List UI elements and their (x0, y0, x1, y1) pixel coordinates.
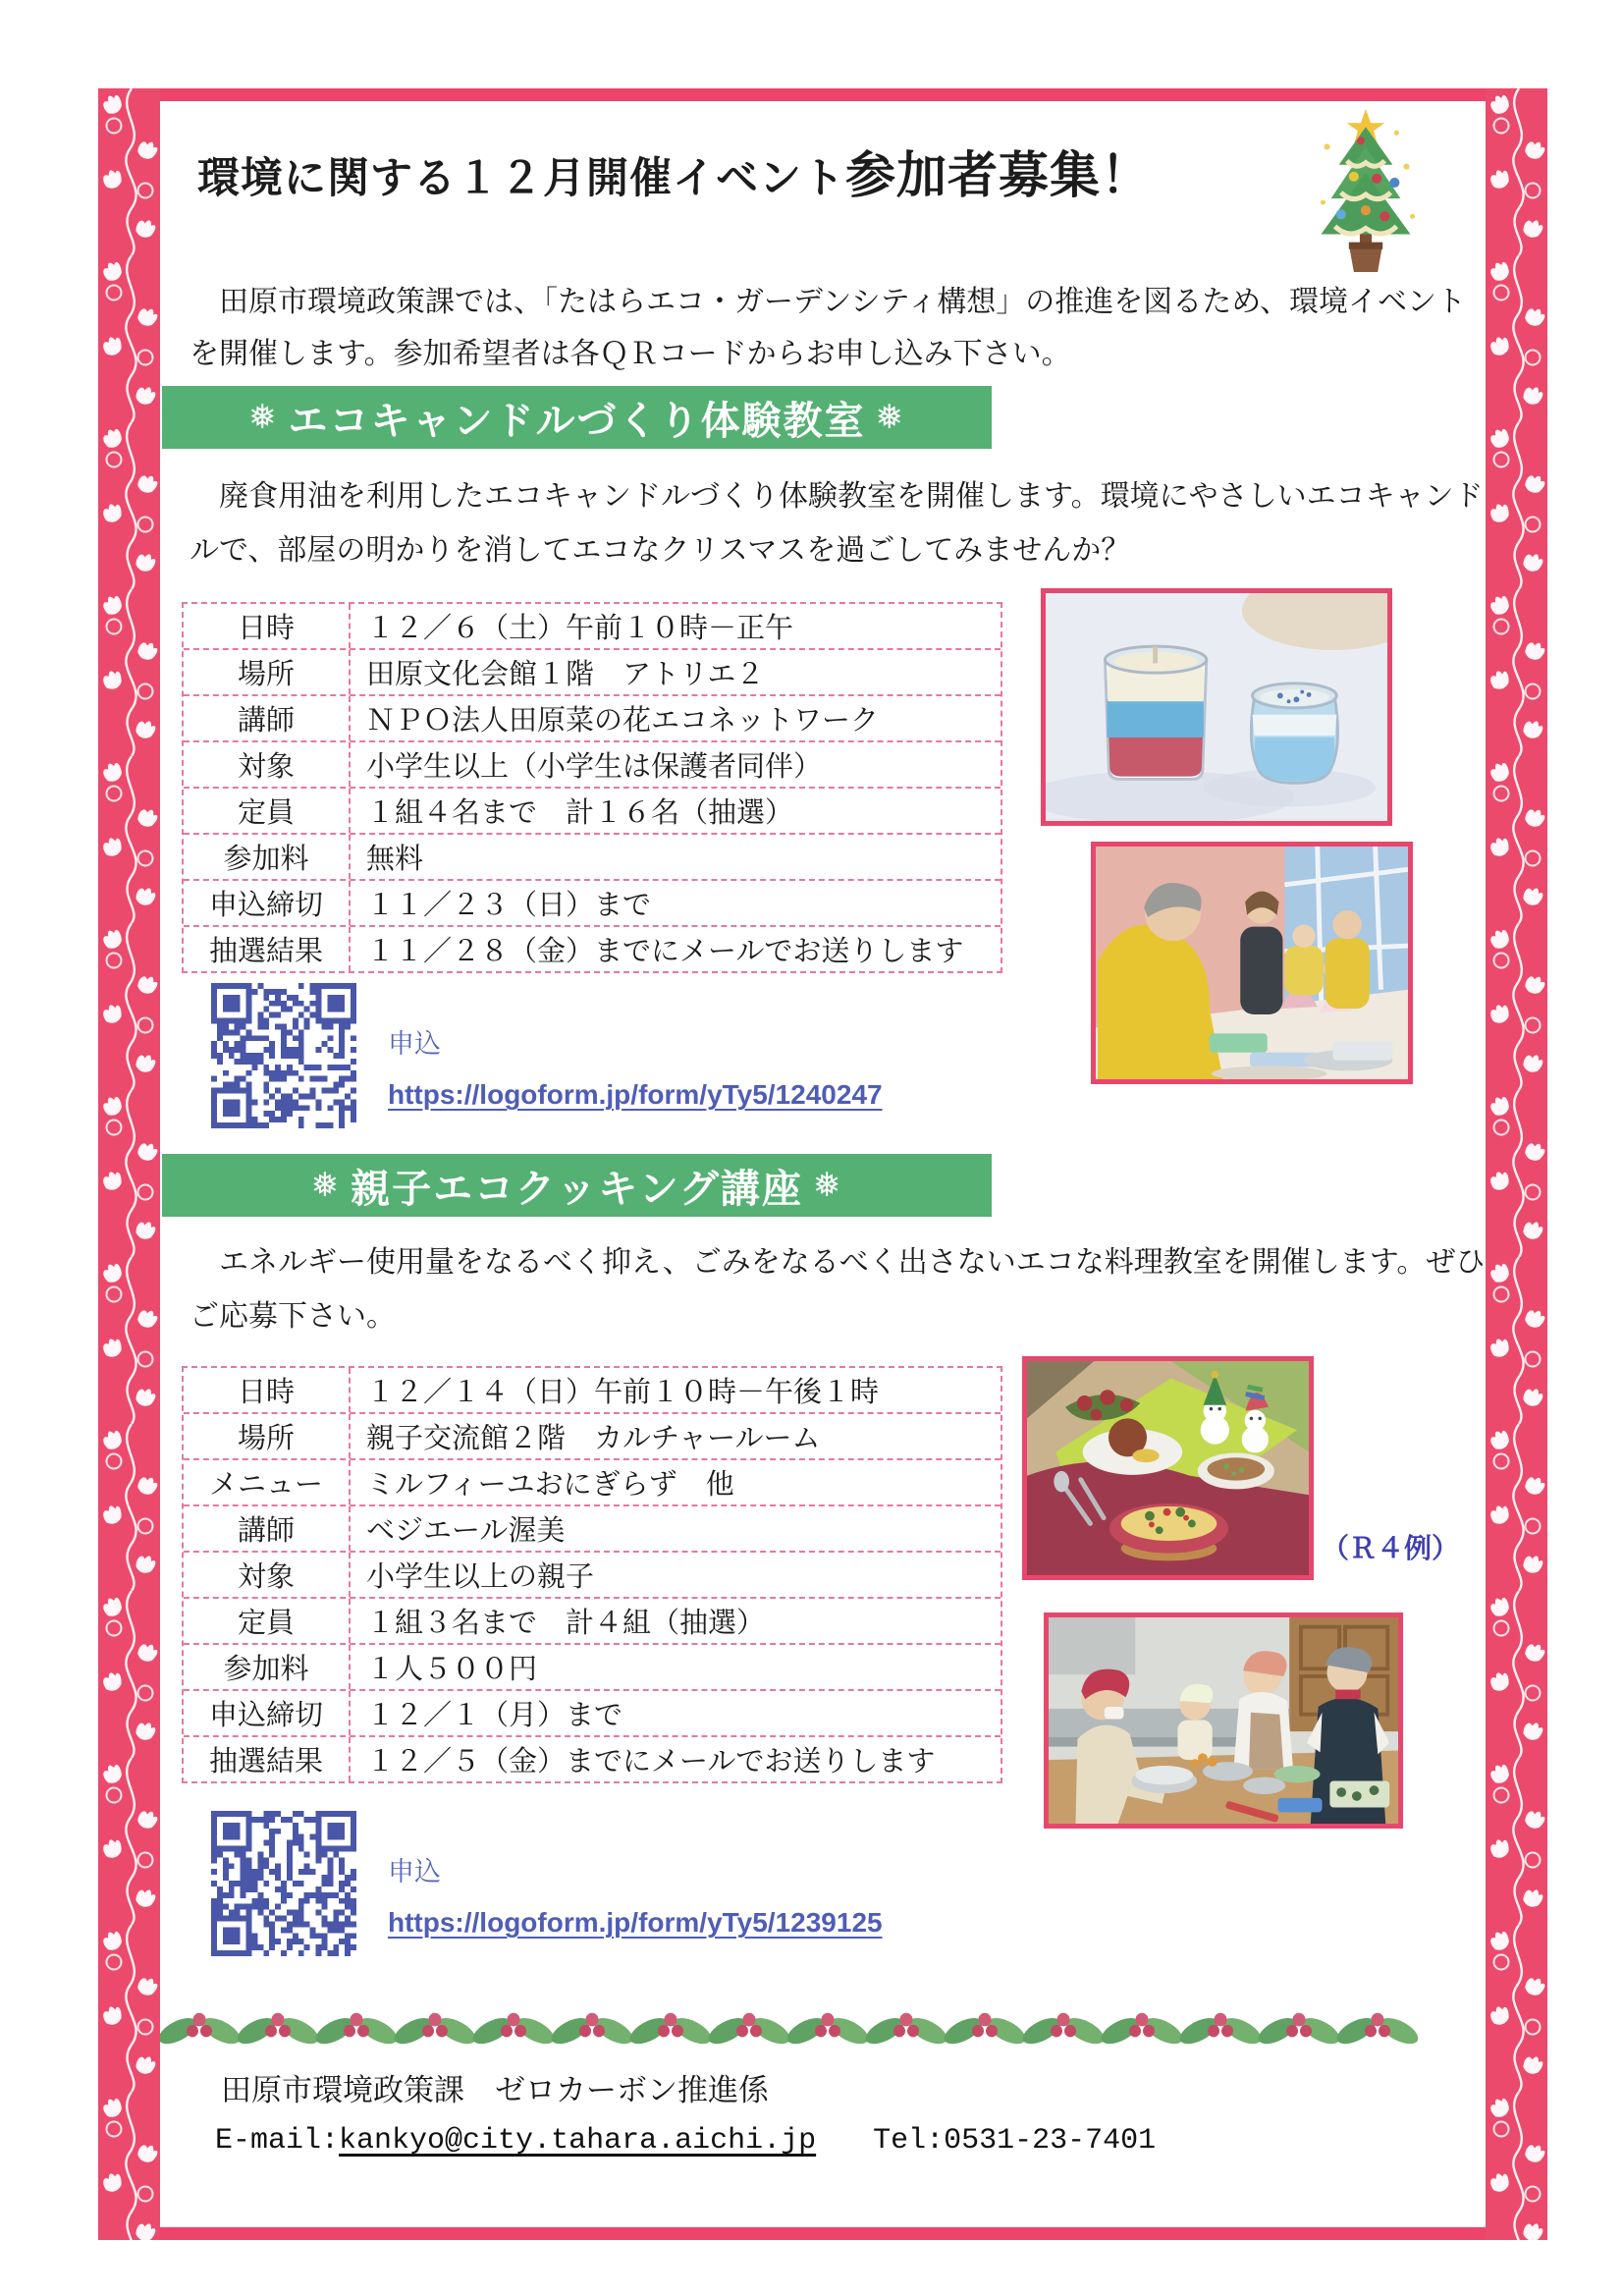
row-value: １１／２８（金）までにメールでお送りします (366, 936, 964, 967)
event2-qr-code (211, 1811, 356, 1956)
food-photo (1022, 1356, 1314, 1580)
cooking-photo (1044, 1613, 1403, 1829)
table-row (184, 1735, 1001, 1781)
frame-top-bar (98, 88, 1547, 101)
event2-table (182, 1366, 1002, 1783)
row-label: 抽選結果 (184, 927, 351, 971)
table-row (184, 648, 1001, 694)
event1-table (182, 602, 1002, 973)
page-title (197, 135, 1152, 207)
row-label: 場所 (184, 1414, 351, 1458)
title-main: 環境に関する１２月開催イベント (197, 155, 845, 202)
row-value: 無料 (366, 844, 424, 875)
table-row (184, 1597, 1001, 1643)
row-label: 対象 (184, 742, 351, 787)
row-label: 定員 (184, 789, 351, 833)
event2-apply-label: 申込 (388, 1857, 441, 1886)
footer-contact (215, 2124, 1156, 2158)
snowflake-icon: ❅ (310, 1167, 342, 1204)
photo-note: （Ｒ４例） (1322, 1533, 1460, 1563)
flyer-content (160, 101, 1485, 2227)
table-row (184, 787, 1001, 833)
table-row (184, 1368, 1001, 1412)
event1-qr-code (211, 983, 356, 1128)
row-value: １２／１４（日）午前１０時－午後１時 (366, 1377, 880, 1408)
row-value: 親子交流館２階 カルチャールーム (366, 1423, 821, 1454)
table-row (184, 1504, 1001, 1551)
candle-photo (1041, 588, 1392, 826)
event1-description: 廃食用油を利用したエコキャンドルづくり体験教室を開催します。環境にやさしいエコキャンドルで、部屋の明かりを消してエコなクリスマスを過ごしてみませんか？ (189, 480, 1484, 567)
row-value: ベジエール渥美 (366, 1515, 566, 1547)
row-value: １組４名まで 計１６名（抽選） (366, 797, 794, 829)
event1-header (162, 386, 992, 449)
table-row (184, 1458, 1001, 1504)
table-row (184, 1412, 1001, 1458)
row-label: 定員 (184, 1599, 351, 1643)
row-value: 小学生以上（小学生は保護者同伴） (366, 751, 823, 783)
frame-right-tulip-border (1486, 88, 1547, 2240)
event2-header-text: 親子エコクッキング講座 (351, 1167, 803, 1211)
row-label: 場所 (184, 650, 351, 694)
table-row (184, 740, 1001, 787)
row-value: ミルフィーユおにぎらず 他 (366, 1469, 734, 1501)
table-row (184, 694, 1001, 740)
row-label: 参加料 (184, 835, 351, 879)
table-row (184, 879, 1001, 925)
row-label: メニュー (184, 1460, 351, 1504)
table-row (184, 1689, 1001, 1735)
row-value: １２／６（土）午前１０時－正午 (366, 613, 794, 644)
row-label: 申込締切 (184, 881, 351, 925)
frame-bottom-bar (98, 2227, 1547, 2240)
row-value: １２／５（金）までにメールでお送りします (366, 1746, 936, 1777)
table-row (184, 925, 1001, 971)
christmas-tree-icon (1311, 107, 1421, 274)
event2-description: エネルギー使用量をなるべく抑え、ごみをなるべく出さないエコな料理教室を開催します。ぜひご応募下さい。 (189, 1246, 1486, 1333)
row-label: 講師 (184, 696, 351, 740)
row-label: 日時 (184, 604, 351, 648)
row-label: 講師 (184, 1506, 351, 1551)
row-label: 抽選結果 (184, 1737, 351, 1781)
email-label: E-mail: (215, 2124, 340, 2158)
row-label: 申込締切 (184, 1691, 351, 1735)
row-value: １１／２３（日）まで (366, 890, 652, 921)
snowflake-icon: ❅ (812, 1167, 843, 1204)
row-value: １２／１（月）まで (366, 1700, 623, 1731)
table-row (184, 1643, 1001, 1689)
row-value: １組３名まで 計４組（抽選） (366, 1608, 766, 1639)
holly-garland (160, 2006, 1425, 2051)
row-value: 小学生以上の親子 (366, 1561, 595, 1593)
title-emphasis: 参加者募集！ (845, 147, 1153, 203)
event1-header-text: エコキャンドルづくり体験教室 (288, 399, 866, 443)
event1-apply-link[interactable]: https://logoform.jp/form/yTy5/1240247 (388, 1079, 883, 1110)
table-row (184, 833, 1001, 879)
table-row (184, 604, 1001, 648)
row-label: 日時 (184, 1368, 351, 1412)
snowflake-icon: ❅ (875, 399, 905, 436)
frame-left-tulip-border (98, 88, 160, 2240)
row-value: ＮＰＯ法人田原菜の花エコネットワーク (366, 705, 880, 737)
email-link[interactable]: kankyo@city.tahara.aichi.jp (339, 2124, 817, 2158)
row-value: 田原文化会館１階 アトリエ２ (366, 659, 765, 690)
row-value: １人５００円 (366, 1654, 538, 1685)
event2-apply-link[interactable]: https://logoform.jp/form/yTy5/1239125 (388, 1907, 883, 1938)
table-row (184, 1551, 1001, 1597)
event1-apply-label: 申込 (388, 1029, 441, 1059)
snowflake-icon: ❅ (248, 399, 279, 436)
row-label: 参加料 (184, 1645, 351, 1689)
row-label: 対象 (184, 1553, 351, 1597)
workshop-photo (1091, 842, 1413, 1084)
event2-header (162, 1154, 992, 1217)
tel-number: Tel:0531-23-7401 (873, 2124, 1157, 2158)
footer-organization: 田原市環境政策課 ゼロカーボン推進係 (221, 2073, 769, 2107)
intro-paragraph: 田原市環境政策課では、「たはらエコ・ガーデンシティ構想」の推進を図るため、環境イベントを開催します。参加希望者は各ＱＲコードからお申し込み下さい。 (189, 286, 1467, 371)
